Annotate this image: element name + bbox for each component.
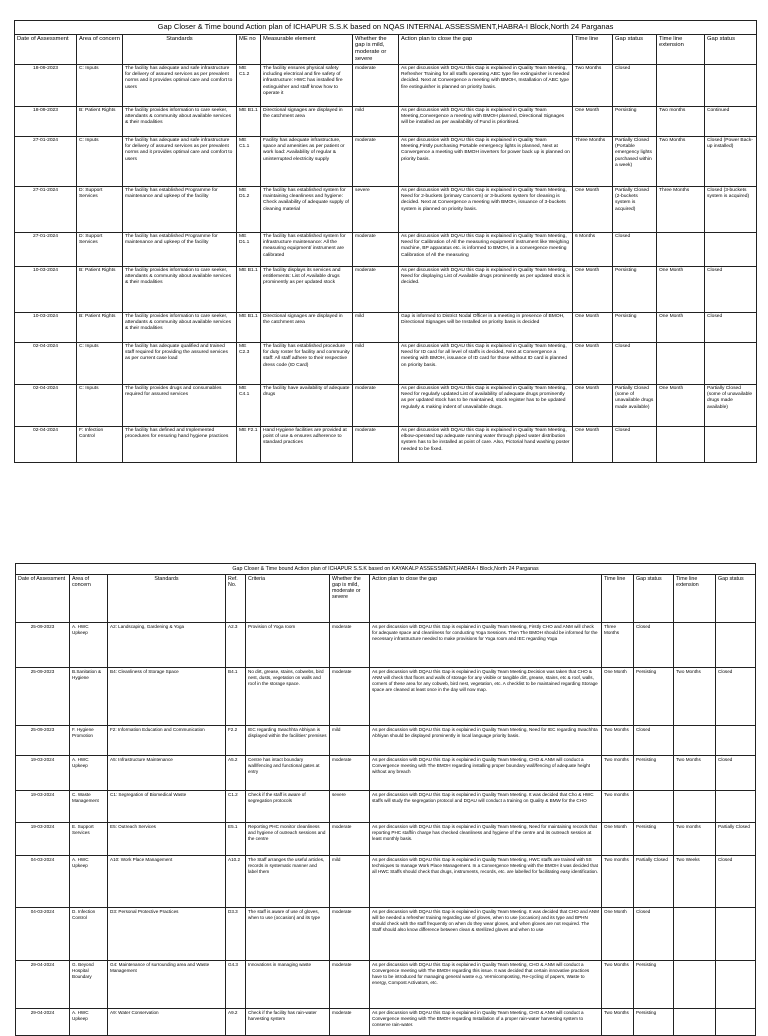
table-cell: The facility provides information to care seeker, attendants & community about available services & their modalities bbox=[123, 266, 237, 312]
table-cell: Two Weeks bbox=[674, 856, 716, 908]
table-cell: 27-01-2024 bbox=[15, 186, 77, 232]
table-cell: D. Infection Control bbox=[70, 908, 108, 961]
table-cell: Provision of Yoga room bbox=[246, 623, 330, 668]
table-cell: moderate bbox=[330, 668, 370, 726]
table-cell: A10: Work Place Management bbox=[108, 856, 226, 908]
table-cell: E. Support Services bbox=[70, 823, 108, 856]
table-cell: Two Months bbox=[573, 64, 613, 106]
table-cell: mild bbox=[330, 856, 370, 908]
table-cell: As per discussion with DQAU this Gap is explained in Quality Team Meeting, Need for regularly updated List of availability of adequate drugs prominently as per updated stock has to be maintained, stock register has to be updated regularly & making indent of unavailable drugs. bbox=[399, 384, 573, 426]
table-cell: Closed bbox=[705, 312, 757, 342]
table-cell: The facility have availability of adequate drugs bbox=[261, 384, 353, 426]
table-row bbox=[16, 908, 756, 961]
table-cell: Directional signages are displayed in the catchment area bbox=[261, 312, 353, 342]
table-cell: B4.1 bbox=[226, 668, 246, 726]
table-row bbox=[15, 342, 757, 384]
table-cell: As per discussion with DQAU this Gap is explained in Quality Team Meeting, Need for displaying List of Available drugs prominently as per updated stock is decided. bbox=[399, 266, 573, 312]
table-cell bbox=[716, 908, 756, 961]
table-cell: One Month bbox=[573, 384, 613, 426]
kayakalp-action-plan-table bbox=[15, 563, 755, 1036]
table-cell: 10-03-2024 bbox=[15, 312, 77, 342]
header-cell: Measurable element bbox=[261, 34, 353, 64]
header-cell: Criteria bbox=[246, 575, 330, 623]
table-cell bbox=[657, 426, 705, 462]
table-cell: The facility has adequate and safe infrastructure for delivery of assured services as per prevalent norms and it provides optimal care and comfort to users bbox=[123, 64, 237, 106]
table-cell: F2: Information Education and Communication bbox=[108, 726, 226, 756]
table-cell: Two months bbox=[657, 106, 705, 136]
table-cell: Two months bbox=[602, 756, 634, 791]
table-cell: As per discussion with DQAU this Gap is explained in Quality Team Meeting.Decision was taken that CHO & ANM will check that floors and walls of storage for any visible or tangible dirt, grease, stains, etc & roof, walls, corners of these area for any cobweb, bird nest, vegetation, etc. A checklist to be maintained regarding Storage space are cleaned at least once in the day will now map. bbox=[370, 668, 602, 726]
table-cell: moderate bbox=[330, 756, 370, 791]
table-row bbox=[16, 668, 756, 726]
table-cell: Persisting bbox=[634, 823, 674, 856]
table-cell: moderate bbox=[330, 1009, 370, 1036]
table-cell: One Month bbox=[657, 384, 705, 426]
table-cell bbox=[674, 908, 716, 961]
table-cell bbox=[657, 232, 705, 266]
table-cell: Closed bbox=[613, 426, 657, 462]
table-cell: 27-01-2024 bbox=[15, 232, 77, 266]
table-cell: moderate bbox=[353, 64, 399, 106]
table-cell bbox=[674, 623, 716, 668]
header-cell: Whether the gap is mild, moderate or severe bbox=[330, 575, 370, 623]
table-cell: Closed (Power Back-up installed) bbox=[705, 136, 757, 186]
table-cell: Closed bbox=[716, 756, 756, 791]
table-cell: ME D1.2 bbox=[237, 186, 261, 232]
table-cell: ME C1.1 bbox=[237, 136, 261, 186]
table-cell: E5.1 bbox=[226, 823, 246, 856]
table-cell: F2.2 bbox=[226, 726, 246, 756]
table-cell: Persisting bbox=[634, 1009, 674, 1036]
table-cell bbox=[705, 64, 757, 106]
table-cell: Two Months bbox=[657, 136, 705, 186]
nqas-action-plan-table bbox=[14, 20, 756, 463]
table-cell: Two months bbox=[602, 856, 634, 908]
kayakalp-table-body bbox=[16, 623, 756, 1036]
table-cell: mild bbox=[353, 342, 399, 384]
table-cell: The facility provides drugs and consumables required for assured services bbox=[123, 384, 237, 426]
table-cell: Persisting bbox=[634, 961, 674, 1009]
table-cell: C. Waste Management bbox=[70, 791, 108, 823]
table-cell: A2: Landscaping, Gardening & Yoga bbox=[108, 623, 226, 668]
header-cell: ME no bbox=[237, 34, 261, 64]
table-cell: Partially Closed bbox=[716, 823, 756, 856]
table-cell: The facility has established procedure for duty roster for facility and community staff: All staff adhere to their respective dress code (ID Card) bbox=[261, 342, 353, 384]
table-cell bbox=[716, 726, 756, 756]
table-cell: Persisting bbox=[634, 756, 674, 791]
table-cell: The facility ensures physical safety including electrical and fire safety of infrastructure: HWC has installed fire extinguisher and staff know how to operate it bbox=[261, 64, 353, 106]
table-row bbox=[15, 64, 757, 106]
table-cell: Check if the staff is aware of segregation protocols bbox=[246, 791, 330, 823]
table-cell: moderate bbox=[330, 908, 370, 961]
table-cell: As per discussion with DQAU this Gap is explained in Quality Team Meeting,Convergence a meeting with BMOH planned, Directional Signages will be installed as per availability of Fund is prioritised. bbox=[399, 106, 573, 136]
table-cell bbox=[705, 342, 757, 384]
table-cell: One Month bbox=[602, 908, 634, 961]
table-cell: As per discussion with DQAU this Gap is explained in Quality Team Meeting, Firstly CHO and ANM will check for adequate space and cleanliness for conducting Yoga Sessions. Then The BMOH should be informed for the necessary infrastructure needed to make provisions for Yoga room and IEC regarding Yoga bbox=[370, 623, 602, 668]
table-cell: 29-04-2024 bbox=[16, 1009, 70, 1036]
header-cell: Gap status bbox=[705, 34, 757, 64]
table-cell: Closed bbox=[613, 64, 657, 106]
table-cell: Closed bbox=[634, 726, 674, 756]
table-cell: D3.3 bbox=[226, 908, 246, 961]
table-cell: Two months bbox=[602, 791, 634, 823]
table-cell: moderate bbox=[330, 823, 370, 856]
table-cell: Closed bbox=[716, 668, 756, 726]
table-cell bbox=[634, 791, 674, 823]
table-cell: As per discussion with DQAU this Gap is explained in Quality Team Meeting, Need for IEC regarding Swachhta Abhiyan should be displayed prominently in local language priority basis. bbox=[370, 726, 602, 756]
table-cell: Partially Closed (some of unavailable drugs made available) bbox=[705, 384, 757, 426]
table-cell: G4: Maintenance of surrounding area and Waste Management bbox=[108, 961, 226, 1009]
table-cell: The staff is aware of use of gloves, when to use (occasion) and its type bbox=[246, 908, 330, 961]
table-cell: 02-04-2024 bbox=[15, 342, 77, 384]
table-cell: Centre has intact boundary wall/fencing and functional gates at entry bbox=[246, 756, 330, 791]
table-cell: Partially Closed (some of unavailable drugs made available) bbox=[613, 384, 657, 426]
table-row bbox=[16, 856, 756, 908]
nqas-table-body bbox=[15, 64, 757, 462]
table-cell: G. Beyond Hospital Boundary bbox=[70, 961, 108, 1009]
table-cell: ME B1.1 bbox=[237, 266, 261, 312]
table-cell: Closed bbox=[613, 342, 657, 384]
table-cell: D3: Personal Protective Practices bbox=[108, 908, 226, 961]
table-cell bbox=[716, 961, 756, 1009]
table-cell: The facility has established system for maintaining cleanliness and hygiene: Check availability of adequate supply of cleaning material bbox=[261, 186, 353, 232]
table-cell: The facility has adequate and safe infrastructure for delivery of assured services as per prevalent norms and it provides optimal care and comfort to users bbox=[123, 136, 237, 186]
kayakalp-table bbox=[15, 563, 756, 1036]
table-cell: As per discussion with DQAU this Gap is explained in Quality Team Meeting, CHO & ANM will conduct a Convergence meeting with The BMOH regarding Installation of a proper rain-water harvesting system to conserve rain-water. bbox=[370, 1009, 602, 1036]
table-cell: 19-03-2024 bbox=[16, 823, 70, 856]
table-cell: The facility provides information to care seeker, attendants & community about available services & their modalities bbox=[123, 106, 237, 136]
header-cell: Area of concern bbox=[70, 575, 108, 623]
table-cell: Gap is informed to District Nodal Officer in a meeting in presence of BMOH, Directional Signages will be Installed on priority basis is decided bbox=[399, 312, 573, 342]
table-cell bbox=[657, 64, 705, 106]
table-cell: Partially Closed (2-buckets system is acquired) bbox=[613, 186, 657, 232]
table-cell: One Month bbox=[573, 342, 613, 384]
table-cell: As per discussion with DQAU this Gap is explained in Quality Team Meeting, HWC staffs are trained with 5S techniques to manage Work Place Management. In a Convergence Meeting with the BMOH it was decided that all HWC Staffs should check that drugs, instruments, records, etc. are labelled for facilitating easy identification. bbox=[370, 856, 602, 908]
table-row bbox=[16, 823, 756, 856]
table-cell: 19-03-2024 bbox=[16, 791, 70, 823]
table-cell: One Month bbox=[573, 266, 613, 312]
table-cell: G4.3 bbox=[226, 961, 246, 1009]
table-cell: The facility has established Programme for maintenance and upkeep of the facility bbox=[123, 232, 237, 266]
table-cell: 25-09-2023 bbox=[16, 726, 70, 756]
nqas-title: Gap Closer & Time bound Action plan of ICHAPUR S.S.K based on NQAS INTERNAL ASSESSMENT,HABRA-I Block,North 24 Parganas bbox=[15, 21, 757, 35]
table-cell: Two Months bbox=[674, 668, 716, 726]
table-cell: As per discussion with DQAU this Gap is explained in Quality Team Meeting, Need for maintaining records that reporting PHC staff/in charge has checked cleanliness and hygiene of the centre and its outreach session at least monthly basis. bbox=[370, 823, 602, 856]
table-cell: 02-04-2024 bbox=[15, 384, 77, 426]
table-cell: Partially Closed (Portable emergency lights purchased within a week) bbox=[613, 136, 657, 186]
table-cell: One Month bbox=[657, 312, 705, 342]
table-cell bbox=[674, 1009, 716, 1036]
table-cell: ME C2.3 bbox=[237, 342, 261, 384]
table-cell: As per discussion with DQAU this Gap is explained in Quality Team Meeting, CHO & ANM will conduct a Convergence meeting with The BMOH regarding installing proper boundary wall/fencing of adequate height without any breach bbox=[370, 756, 602, 791]
header-cell: Area of concern bbox=[77, 34, 123, 64]
table-cell bbox=[705, 232, 757, 266]
table-cell: Closed bbox=[634, 908, 674, 961]
table-cell: moderate bbox=[353, 136, 399, 186]
kayakalp-header-row bbox=[16, 575, 756, 623]
table-cell: mild bbox=[353, 312, 399, 342]
table-cell: Closed (3-buckets system is acquired) bbox=[705, 186, 757, 232]
table-cell bbox=[674, 791, 716, 823]
table-cell: One Month bbox=[573, 312, 613, 342]
table-cell: A5: Infrastructure Maintenance bbox=[108, 756, 226, 791]
header-cell: Whether the gap is mild, moderate or severe bbox=[353, 34, 399, 64]
table-cell: IEC regarding Swachhta Abhiyan is displayed within the facilities' premises bbox=[246, 726, 330, 756]
table-cell: Facility has adequate infrastructure, space and amenities as per patient or work load: Availability of regular & uninterrupted electricity supply bbox=[261, 136, 353, 186]
table-cell: C1.2 bbox=[226, 791, 246, 823]
table-cell: ME F2.1 bbox=[237, 426, 261, 462]
table-cell: A2.3 bbox=[226, 623, 246, 668]
table-cell: Three Months bbox=[657, 186, 705, 232]
table-cell: B4: Cleanliness of Storage Space bbox=[108, 668, 226, 726]
table-cell: A. HWC Upkeep bbox=[70, 623, 108, 668]
table-cell bbox=[716, 1009, 756, 1036]
table-cell: moderate bbox=[330, 961, 370, 1009]
table-cell: A9: Water Conservation bbox=[108, 1009, 226, 1036]
table-cell: Persisting bbox=[613, 312, 657, 342]
table-cell: F. Hygiene Promotion bbox=[70, 726, 108, 756]
table-cell: As per discussion with DQAU this Gap is explained in Quality Team Meeting,Firstly purchasing Portable emergency lights is planned, Next at Convergence a meeting with BMOH inverters for power back up is planned on priority basis. bbox=[399, 136, 573, 186]
table-cell: severe bbox=[330, 791, 370, 823]
table-cell: B.Sanitation & Hygiene bbox=[70, 668, 108, 726]
table-cell: ME D1.1 bbox=[237, 232, 261, 266]
table-cell: moderate bbox=[353, 232, 399, 266]
header-cell: Action plan to close the gap bbox=[399, 34, 573, 64]
table-cell: 19-03-2024 bbox=[16, 756, 70, 791]
table-cell: 18-09-2023 bbox=[15, 106, 77, 136]
table-cell: Closed bbox=[613, 232, 657, 266]
header-cell: Gap status bbox=[716, 575, 756, 623]
table-cell: Check if the facility has rain-water harvesting system bbox=[246, 1009, 330, 1036]
table-cell: Persisting bbox=[613, 266, 657, 312]
nqas-table bbox=[14, 20, 757, 463]
table-cell bbox=[674, 961, 716, 1009]
table-cell: C1: Segregation of Biomedical Waste bbox=[108, 791, 226, 823]
table-cell: A9.2 bbox=[226, 1009, 246, 1036]
header-cell: Gap status bbox=[613, 34, 657, 64]
table-row bbox=[15, 266, 757, 312]
header-cell: Time line extension bbox=[674, 575, 716, 623]
table-cell bbox=[657, 342, 705, 384]
table-cell: 25-09-2023 bbox=[16, 623, 70, 668]
table-cell: A. HWC Upkeep bbox=[70, 856, 108, 908]
table-row bbox=[16, 791, 756, 823]
table-cell: 18-09-2023 bbox=[15, 64, 77, 106]
table-cell: As per discussion with DQAU this Gap is explained in Quality Team Meeting, elbow-operated tap adequate running water through piped water distribution system has to be installed at point of care. Also, Pictorial hand washing poster needed to be fixed. bbox=[399, 426, 573, 462]
table-cell: One Month bbox=[573, 186, 613, 232]
table-row bbox=[15, 186, 757, 232]
table-row bbox=[15, 136, 757, 186]
table-cell: As per discussion with DQAU this Gap is explained in Quality Team Meeting. It was decided that CHO and ANM will be needed a refresher training regarding use of gloves, when to use (occasion) and its type and BPHN should check with the staff frequently on when do they wear gloves, and when gloves are not required. The Staff should also know difference between clean & sterilized gloves and when to use bbox=[370, 908, 602, 961]
table-cell: Closed bbox=[634, 623, 674, 668]
header-cell: Ref. No. bbox=[226, 575, 246, 623]
header-cell: Standards bbox=[123, 34, 237, 64]
table-cell: severe bbox=[353, 186, 399, 232]
table-cell: One Month bbox=[573, 426, 613, 462]
table-row bbox=[16, 756, 756, 791]
table-cell: Reporting PHC monitor cleanliness and hygiene of outreach sessions and the centre bbox=[246, 823, 330, 856]
table-cell: The facility displays its services and entitlements: List of Available drugs prominently as per updated stock bbox=[261, 266, 353, 312]
table-cell: 10-03-2024 bbox=[15, 266, 77, 312]
header-cell: Date of Assessment bbox=[15, 34, 77, 64]
table-cell: Two months bbox=[674, 823, 716, 856]
table-cell: C: Inputs bbox=[77, 342, 123, 384]
header-cell: Action plan to close the gap bbox=[370, 575, 602, 623]
table-cell: C: Inputs bbox=[77, 136, 123, 186]
table-cell: 02-04-2024 bbox=[15, 426, 77, 462]
nqas-header-row bbox=[15, 34, 757, 64]
table-cell: Directional signages are displayed in the catchment area bbox=[261, 106, 353, 136]
table-cell: Persisting bbox=[634, 668, 674, 726]
table-cell: 29-04-2024 bbox=[16, 961, 70, 1009]
table-cell: The facility has established system for infrastructure maintenance: All the measuring equipment/ instrument are calibrated bbox=[261, 232, 353, 266]
table-row bbox=[15, 106, 757, 136]
table-cell bbox=[674, 726, 716, 756]
table-cell: E5: Outreach Services bbox=[108, 823, 226, 856]
table-cell: The facility has defined and Implemented procedures for ensuring hand hygiene practices bbox=[123, 426, 237, 462]
table-cell: Three Months bbox=[573, 136, 613, 186]
table-cell: Innovations in managing waste bbox=[246, 961, 330, 1009]
table-cell: Partially Closed bbox=[634, 856, 674, 908]
table-row bbox=[15, 312, 757, 342]
table-row bbox=[16, 623, 756, 668]
table-cell: mild bbox=[353, 106, 399, 136]
table-cell: moderate bbox=[330, 623, 370, 668]
table-cell: The facility has adequate qualified and trained staff required for providing the assured services as per current case load bbox=[123, 342, 237, 384]
table-row bbox=[15, 426, 757, 462]
table-cell: Closed bbox=[716, 856, 756, 908]
table-cell: Two Months bbox=[602, 961, 634, 1009]
table-cell: One Month bbox=[657, 266, 705, 312]
table-cell: D: Support Services bbox=[77, 186, 123, 232]
table-cell: As per discussion with DQAU this Gap is explained in Quality Team Meeting, Refresher Training for all staffs operating ABC type fire extinguisher is needed decided. Next at Convergence a meeting with BMOH, Installation of ABC type fire extinguisher is planned on priority basis. bbox=[399, 64, 573, 106]
table-cell: A10.2 bbox=[226, 856, 246, 908]
table-cell: As per discussion with DQAU this Gap is explained in Quality Team Meeting, Need for ID card for all level of staffs is decided, Next at Convergence a meeting with BMOH, issuance of ID card for those without ID card is planned on priority basis. bbox=[399, 342, 573, 384]
table-row bbox=[16, 961, 756, 1009]
table-cell: Closed bbox=[705, 266, 757, 312]
header-cell: Time line bbox=[602, 575, 634, 623]
table-cell: B: Patient Rights bbox=[77, 106, 123, 136]
table-cell: F: Infection Control bbox=[77, 426, 123, 462]
table-cell: Two Months bbox=[674, 756, 716, 791]
header-cell: Date of Assessment bbox=[16, 575, 70, 623]
header-cell: Time line extension bbox=[657, 34, 705, 64]
table-cell: 25-09-2023 bbox=[16, 668, 70, 726]
table-cell: A. HWC Upkeep bbox=[70, 1009, 108, 1036]
table-cell: ME B1.1 bbox=[237, 106, 261, 136]
table-cell: A. HWC Upkeep bbox=[70, 756, 108, 791]
table-row bbox=[15, 232, 757, 266]
table-cell bbox=[716, 791, 756, 823]
table-row bbox=[16, 726, 756, 756]
header-cell: Standards bbox=[108, 575, 226, 623]
table-cell: No dirt, grease, stains, cobwebs, bird nest, dusts, vegetation on walls and roof in the storage space. bbox=[246, 668, 330, 726]
table-cell: Two Months bbox=[602, 1009, 634, 1036]
table-cell: C: Inputs bbox=[77, 64, 123, 106]
table-cell: 04-03-2024 bbox=[16, 908, 70, 961]
table-cell: The Staff arranges the useful articles, records in systematic manner and label them bbox=[246, 856, 330, 908]
table-cell: One Month bbox=[602, 823, 634, 856]
table-cell: Three Months bbox=[602, 623, 634, 668]
table-cell: Hand Hygiene facilities are provided at point of use & ensures adherence to standard practices bbox=[261, 426, 353, 462]
table-cell: ME C1.2 bbox=[237, 64, 261, 106]
header-cell: Gap status bbox=[634, 575, 674, 623]
table-cell: One Month bbox=[602, 668, 634, 726]
table-cell: D: Support Services bbox=[77, 232, 123, 266]
table-cell: ME B1.1 bbox=[237, 312, 261, 342]
table-cell: As per discussion with DQAU this Gap is explained in Quality Team Meeting, CHO & ANM will conduct a Convergence meeting with The BMOH regarding this issue. It was decided that certain innovative practices have to be introduced for managing general waste e.g. Vermicomposting, Re-cycling of papers, Waste to energy, Compost Activators, etc. bbox=[370, 961, 602, 1009]
table-cell: Continued bbox=[705, 106, 757, 136]
table-cell: One Month bbox=[573, 106, 613, 136]
table-cell: 04-03-2024 bbox=[16, 856, 70, 908]
table-cell bbox=[705, 426, 757, 462]
table-cell: B: Patient Rights bbox=[77, 266, 123, 312]
table-cell: As per discussion with DQAU this Gap is explained in Quality Team Meeting, Need for 2-buckets (primary Concern) or 3-buckets system for cleaning is decided. Next at Convergence a meeting with BMOH, issuance of 3-buckets system is planned on priority basis. bbox=[399, 186, 573, 232]
table-cell: Persisting bbox=[613, 106, 657, 136]
table-cell bbox=[716, 623, 756, 668]
table-row bbox=[16, 1009, 756, 1036]
table-cell: ME C4.1 bbox=[237, 384, 261, 426]
table-cell: B: Patient Rights bbox=[77, 312, 123, 342]
kayakalp-title: Gap Closer & Time bound Action plan of ICHAPUR S.S.K based on KAYAKALP ASSESSMENT,HABRA-I Block,North 24 Parganas bbox=[16, 564, 756, 575]
table-cell: As per discussion with DQAU this Gap is explained in Quality Team Meeting. It was decided that Cho & HWC staffs will study the segregation protocol and DQAU will conduct a training on Quality & BMW for the CHO bbox=[370, 791, 602, 823]
table-cell: moderate bbox=[353, 426, 399, 462]
table-cell: The facility has established Programme for maintenance and upkeep of the facility bbox=[123, 186, 237, 232]
header-cell: Time line bbox=[573, 34, 613, 64]
table-cell: moderate bbox=[353, 384, 399, 426]
table-cell: 6 Months bbox=[573, 232, 613, 266]
table-cell: C: Inputs bbox=[77, 384, 123, 426]
table-cell: moderate bbox=[353, 266, 399, 312]
table-cell: The facility provides information to care seeker, attendants & community about available services & their modalities bbox=[123, 312, 237, 342]
table-row bbox=[15, 384, 757, 426]
table-cell: mild bbox=[330, 726, 370, 756]
table-cell: Two Months bbox=[602, 726, 634, 756]
table-cell: As per discussion with DQAU this Gap is explained in Quality Team Meeting, Need for Calibration of All the measuring equipment/ instrument like Weighing machine, BP apparatus etc. is informed to BMOH, in a convergence meeting Calibration of All the measuring bbox=[399, 232, 573, 266]
table-cell: 27-01-2024 bbox=[15, 136, 77, 186]
table-cell: A5.2 bbox=[226, 756, 246, 791]
